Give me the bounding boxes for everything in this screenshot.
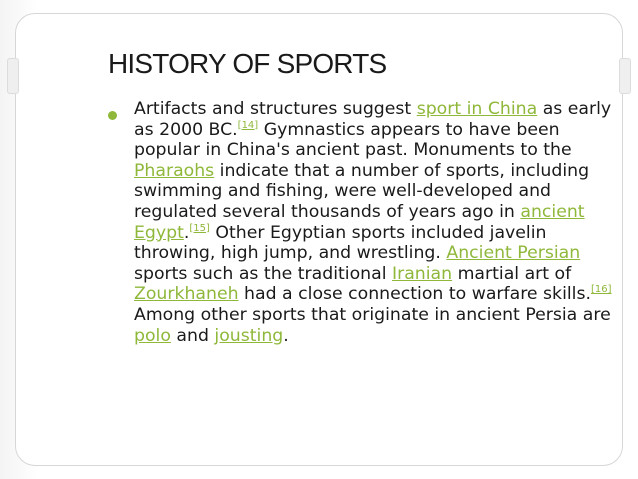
text-segment: Other Egyptian sports included javelin throwing, high jump, and wrestling.: [134, 222, 547, 264]
bullet-dot-icon: [108, 111, 117, 120]
link-zourkhaneh[interactable]: Zourkhaneh: [134, 284, 239, 305]
text-segment: indicate that a number of sports, including swimming and fishing, were well-developed and regulated several thousands of years ago in: [134, 160, 590, 222]
ref-link-15[interactable]: [15]: [189, 222, 210, 234]
link-polo[interactable]: polo: [134, 325, 171, 346]
text-segment: Among other sports that originate in ancient Persia are: [134, 304, 611, 325]
link-ancient-persian[interactable]: Ancient Persian: [446, 243, 581, 264]
text-segment: .: [183, 222, 190, 243]
left-frame-tab: [7, 58, 19, 94]
link-jousting[interactable]: jousting: [214, 325, 284, 346]
bullet-paragraph: [134, 99, 616, 346]
text-segment: had a close connection to warfare skills.: [238, 284, 591, 305]
text-segment: Gymnastics appears to have been popular in China's ancient past. Monuments to the: [134, 119, 572, 161]
link-pharaohs[interactable]: Pharaohs: [134, 160, 215, 181]
ref-link-14[interactable]: [14]: [237, 119, 259, 131]
text-segment: and: [170, 325, 215, 346]
link-sport-in-china[interactable]: sport in China: [416, 99, 538, 119]
text-segment: as early as 2000 BC.: [134, 99, 612, 140]
right-frame-tab: [619, 58, 631, 94]
text-segment: .: [283, 325, 289, 346]
link-iranian[interactable]: Iranian: [392, 263, 453, 284]
text-segment: martial art of: [452, 263, 572, 284]
text-segment: sports such as the traditional: [134, 263, 392, 284]
slide-title: HISTORY OF SPORTS: [108, 48, 387, 79]
text-segment: Artifacts and structures suggest: [134, 99, 417, 119]
ref-link-16[interactable]: [16]: [590, 284, 612, 296]
link-ancient-egypt[interactable]: ancient Egypt: [134, 201, 585, 243]
